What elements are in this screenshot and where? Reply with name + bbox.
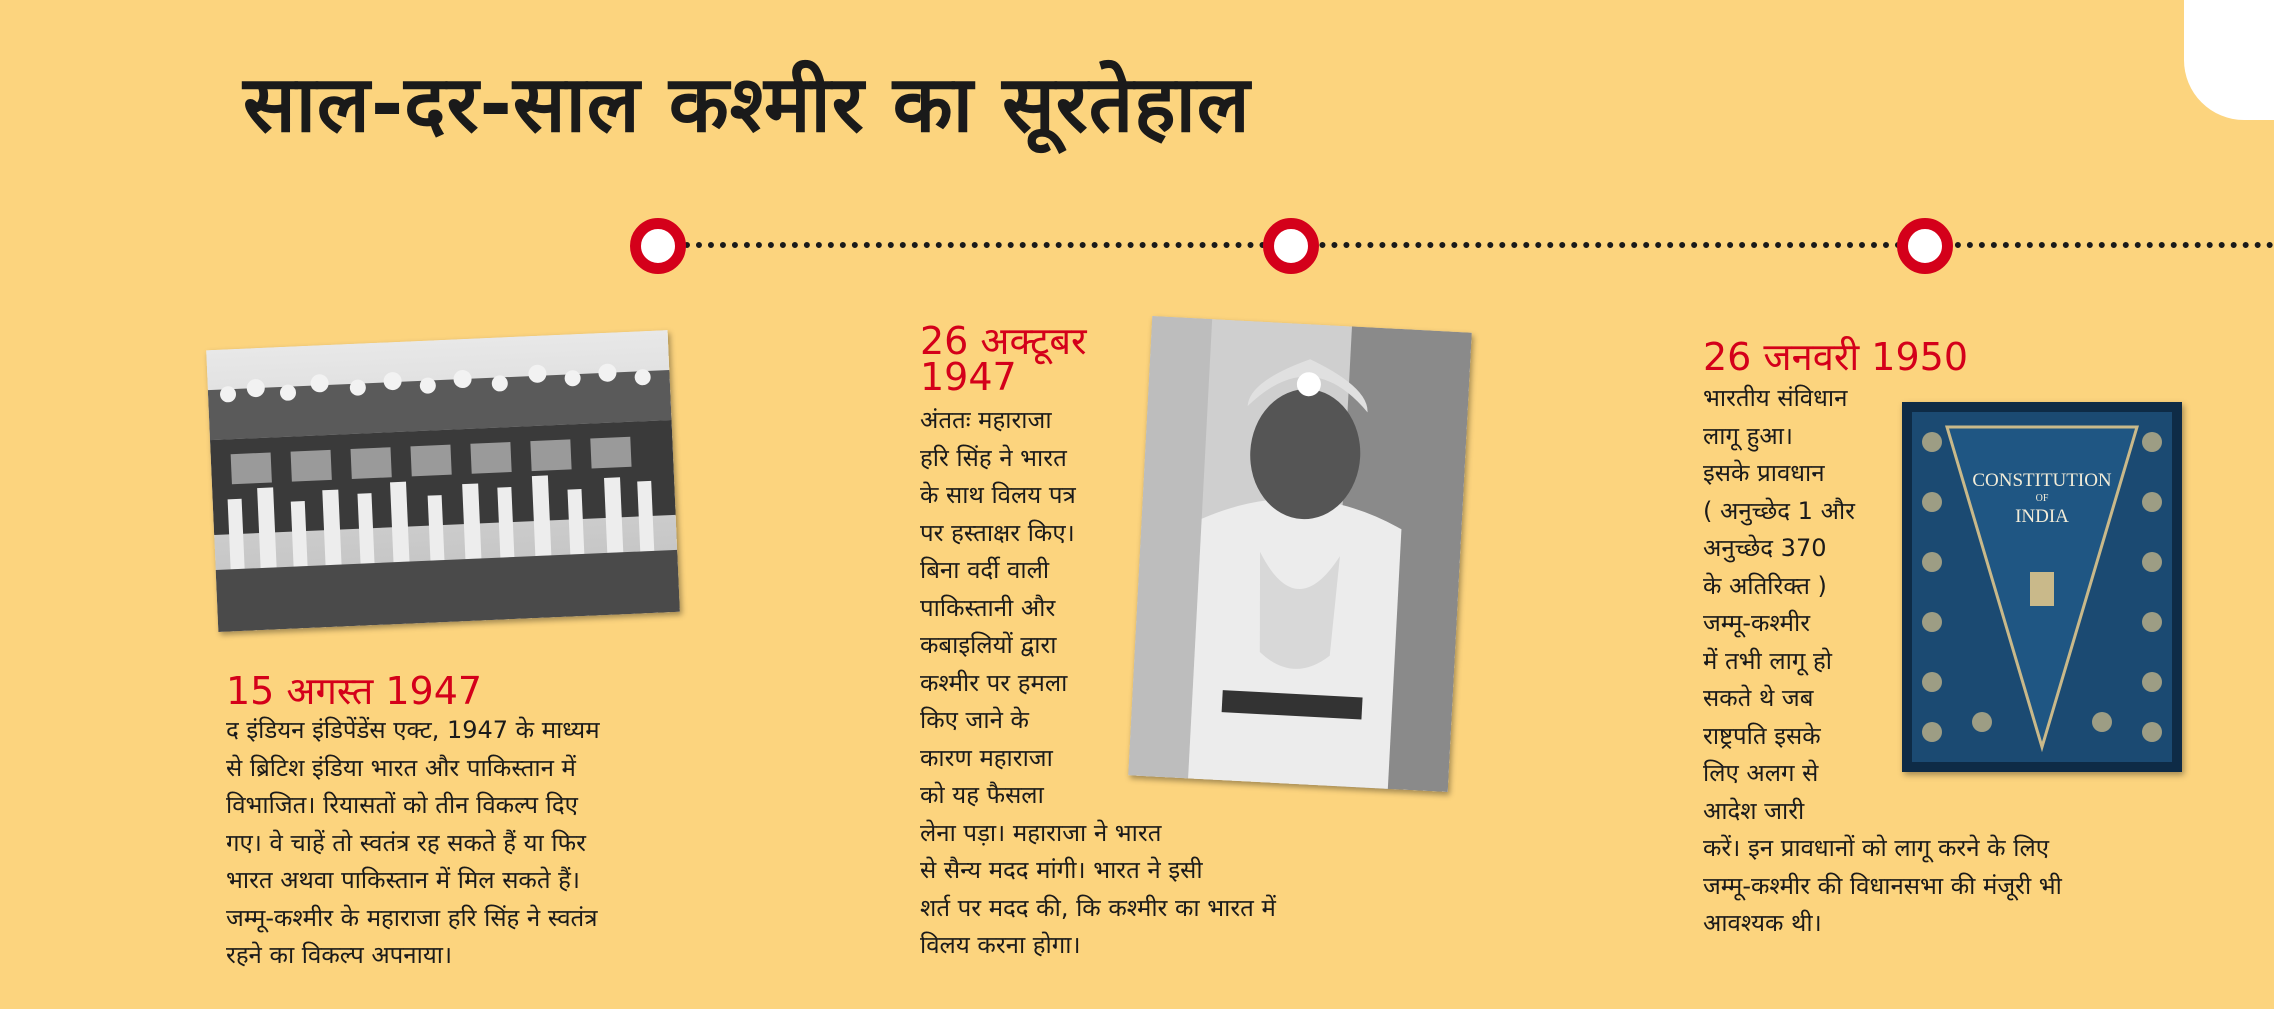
event-text-line: पाकिस्तानी और	[920, 593, 1056, 622]
book-title-line: OF	[2035, 493, 2049, 504]
book-title-line: INDIA	[2015, 506, 2069, 527]
event-text-line: किए जाने के	[920, 706, 1029, 734]
event-text-line: हरि सिंह ने भारत	[920, 443, 1067, 472]
event-text-line: लेना पड़ा। महाराजा ने भारत	[920, 818, 1162, 847]
event-text-line: राष्ट्रपति इसके	[1703, 721, 1821, 750]
page-title: साल-दर-साल कश्मीर का सूरतेहाल	[243, 60, 1251, 150]
event-text-line: में तभी लागू हो	[1703, 646, 1832, 675]
event-text-line: अंततः महाराजा	[920, 406, 1052, 434]
event-text-line: भारत अथवा पाकिस्तान में मिल सकते हैं।	[226, 866, 581, 894]
event-text-line: कारण महाराजा	[920, 743, 1053, 772]
event-text-line: विलय करना होगा।	[920, 931, 1081, 959]
event-text-line: विभाजित। रियासतों को तीन विकल्प दिए	[226, 791, 578, 819]
event-text-1947-aug	[226, 712, 600, 975]
timeline	[0, 210, 2274, 280]
event-text-line: आवश्यक थी।	[1703, 909, 1822, 937]
book-title-line: CONSTITUTION	[1972, 470, 2112, 491]
event-text-1950-jan	[1703, 380, 2062, 943]
event-date-1947-oct-line2: 1947	[920, 355, 1017, 399]
event-date-1947-oct-line1: 26 अक्टूबर	[920, 319, 1087, 363]
event-text-line: जम्मू-कश्मीर के महाराजा हरि सिंह ने स्वतंत्र	[226, 903, 598, 932]
event-text-line: करें। इन प्रावधानों को लागू करने के लिए	[1703, 834, 2049, 862]
event-text-line: शर्त पर मदद की, कि कश्मीर का भारत में	[920, 893, 1276, 922]
event-text-line: ( अनुच्छेद 1 और	[1703, 496, 1855, 525]
event-date-1950-jan: 26 जनवरी 1950	[1703, 335, 1969, 379]
event-text-line: बिना वर्दी वाली	[920, 556, 1050, 584]
timeline-marker-1947-oct	[1263, 218, 1319, 274]
partition-train-photo	[206, 330, 680, 632]
event-text-line: लागू हुआ।	[1703, 421, 1793, 450]
event-text-1947-oct	[920, 402, 1276, 965]
event-text-line: भारतीय संविधान	[1703, 384, 1848, 412]
event-text-line: कश्मीर पर हमला	[920, 668, 1068, 697]
event-text-line: जम्मू-कश्मीर	[1703, 609, 1811, 637]
event-text-line: गए। वे चाहें तो स्वतंत्र रह सकते हैं या फिर	[226, 828, 586, 857]
event-date-1947-aug: 15 अगस्त 1947	[226, 669, 483, 713]
event-text-line: कबाइलियों द्वारा	[920, 631, 1057, 659]
timeline-marker-1950-jan	[1897, 218, 1953, 274]
timeline-marker-1947-aug	[630, 218, 686, 274]
event-text-line: सकते थे जब	[1703, 684, 1814, 712]
event-text-line: से ब्रिटिश इंडिया भारत और पाकिस्तान में	[226, 753, 576, 782]
event-text-line: रहने का विकल्प अपनाया।	[226, 941, 453, 969]
corner-tab	[2184, 0, 2274, 120]
event-text-line: पर हस्ताक्षर किए।	[920, 518, 1075, 547]
event-text-line: अनुच्छेद 370	[1703, 534, 1827, 562]
event-text-line: इसके प्रावधान	[1703, 459, 1825, 487]
event-text-line: आदेश जारी	[1703, 796, 1805, 825]
event-text-line: के अतिरिक्त )	[1703, 571, 1827, 600]
event-text-line: जम्मू-कश्मीर की विधानसभा की मंजूरी भी	[1703, 871, 2062, 900]
event-text-line: द इंडियन इंडिपेंडेंस एक्ट, 1947 के माध्यम	[226, 716, 600, 744]
event-text-line: से सैन्य मदद मांगी। भारत ने इसी	[920, 856, 1203, 884]
timeline-dotted-line	[660, 242, 2274, 248]
event-text-line: को यह फैसला	[920, 781, 1044, 809]
event-text-line: के साथ विलय पत्र	[920, 481, 1076, 509]
event-text-line: लिए अलग से	[1703, 759, 1819, 787]
